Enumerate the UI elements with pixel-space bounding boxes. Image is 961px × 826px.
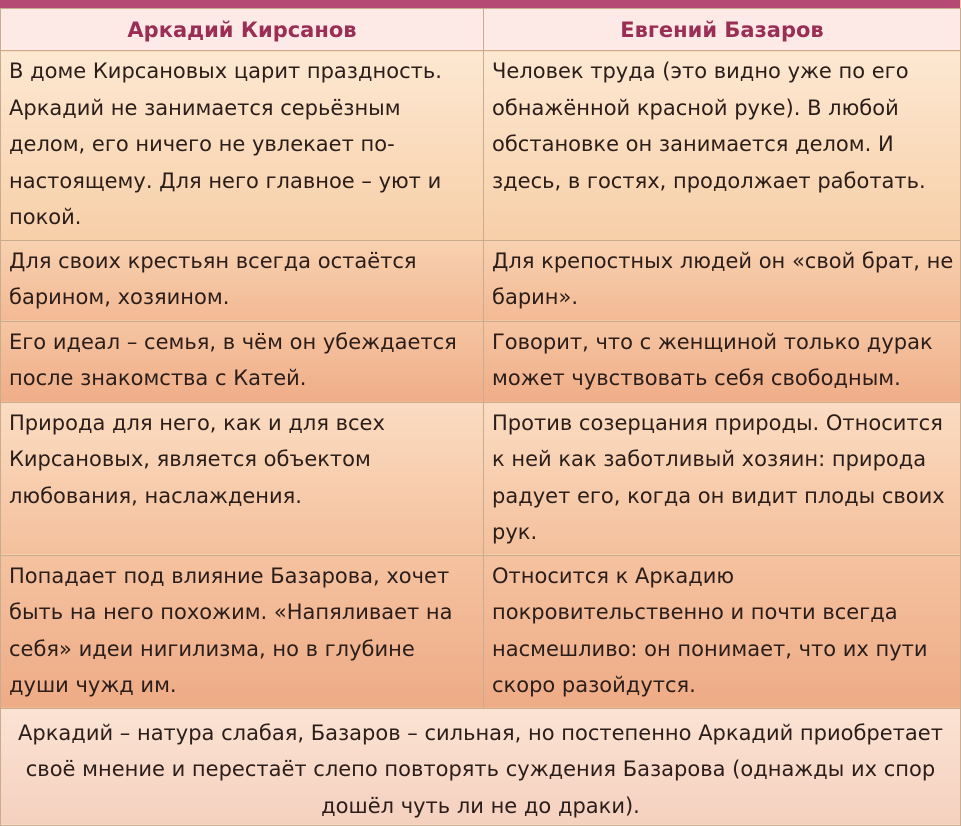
bazarov-cell: Человек труда (это видно уже по его обнажённой красной руке). В любой обстановке он занимается делом. И здесь, в гостях, продолжает работать. — [484, 51, 961, 241]
bazarov-cell: Относится к Аркадию покровительственно и почти всегда насмешливо: он понимает, что их пути скоро разойдутся. — [484, 555, 961, 708]
table-row — [1, 240, 961, 321]
bazarov-cell: Говорит, что с женщиной только дурак может чувствовать себя свободным. — [484, 321, 961, 402]
arkady-cell: В доме Кирсановых царит праздность. Аркадий не занимается серьёзным делом, его ничего не увлекает по-настоящему. Для него главное – уют и покой. — [1, 51, 484, 241]
header-bazarov: Евгений Базаров — [484, 9, 961, 51]
arkady-cell: Его идеал – семья, в чём он убеждается после знакомства с Катей. — [1, 321, 484, 402]
table-row — [1, 321, 961, 402]
top-decorative-strip — [0, 0, 960, 8]
arkady-cell: Попадает под влияние Базарова, хочет быть на него похожим. «Напяливает на себя» идеи нигилизма, но в глубине души чужд им. — [1, 555, 484, 708]
arkady-cell: Для своих крестьян всегда остаётся барином, хозяином. — [1, 240, 484, 321]
summary-row — [1, 708, 961, 825]
table-row — [1, 402, 961, 555]
header-arkady: Аркадий Кирсанов — [1, 9, 484, 51]
table-row — [1, 51, 961, 241]
arkady-cell: Природа для него, как и для всех Кирсановых, является объектом любования, наслаждения. — [1, 402, 484, 555]
comparison-table — [0, 8, 961, 826]
summary-cell: Аркадий – натура слабая, Базаров – сильная, но постепенно Аркадий приобретает своё мнение и перестаёт слепо повторять суждения Базарова (однажды их спор дошёл чуть ли не до драки). — [1, 708, 961, 825]
bazarov-cell: Против созерцания природы. Относится к ней как заботливый хозяин: природа радует его, когда он видит плоды своих рук. — [484, 402, 961, 555]
header-row — [1, 9, 961, 51]
bazarov-cell: Для крепостных людей он «свой брат, не барин». — [484, 240, 961, 321]
table-row — [1, 555, 961, 708]
